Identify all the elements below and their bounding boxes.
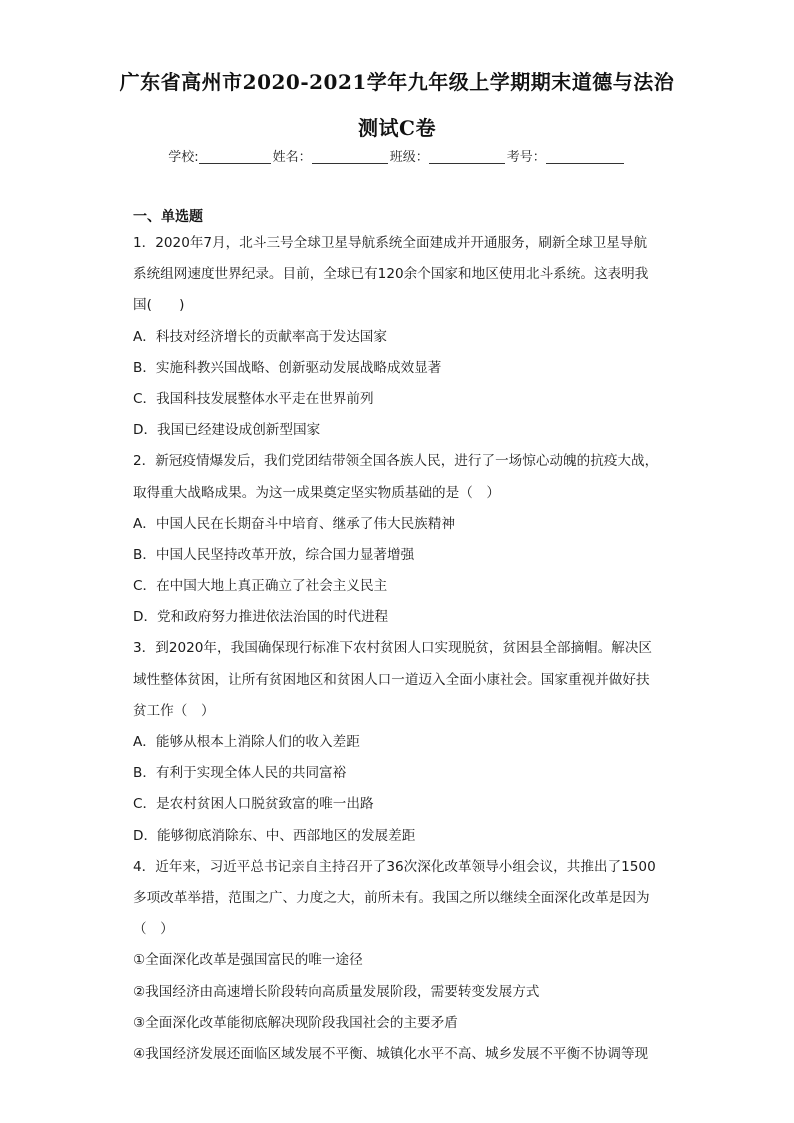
q3-option-a: A．能够从根本上消除人们的收入差距 [133,734,360,750]
name-field [273,146,390,165]
q1-option-d: D．我国已经建设成创新型国家 [133,422,321,439]
q4-statement-4: ④我国经济发展还面临区域发展不平衡、城镇化水平不高、城乡发展不平衡不协调等现 [133,1045,649,1062]
class-blank[interactable] [429,149,505,164]
school-field [168,146,272,165]
exam-title-line-1: 广东省高州市2020-2021学年九年级上学期期末道德与法治 [119,70,675,94]
q2-option-b: B．中国人民坚持改革开放，综合国力显著增强 [133,546,415,563]
q4-statement-1: ①全面深化改革是强国富民的唯一途径 [133,952,363,969]
exam-no-blank[interactable] [546,149,624,164]
q4-stem-line: 多项改革举措，范围之广、力度之大，前所未有。我国之所以继续全面深化改革是因为 [133,889,650,906]
q1-option-b: B．实施科教兴国战略、创新驱动发展战略成效显著 [133,359,442,376]
name-blank[interactable] [312,149,388,164]
q3-option-d: D．能够彻底消除东、中、西部地区的发展差距 [133,827,416,844]
q1-option-c: C．我国科技发展整体水平走在世界前列 [133,390,374,407]
q3-stem-line: 贫工作（ ） [133,702,215,719]
q1-option-a: A．科技对经济增长的贡献率高于发达国家 [133,328,387,345]
q3-option-c: C．是农村贫困人口脱贫致富的唯一出路 [133,796,374,813]
class-label: 班级： [389,150,429,165]
q4-stem-line: （ ） [133,921,174,938]
name-label: 姓名： [272,150,312,165]
q2-option-c: C．在中国大地上真正确立了社会主义民主 [133,578,388,595]
class-field [390,146,507,165]
q2-option-d: D．党和政府努力推进依法治国的时代进程 [133,609,389,626]
q1-stem-line: 1．2020年7月，北斗三号全球卫星导航系统全面建成并开通服务，刷新全球卫星导航 [133,235,648,251]
student-info-row [0,146,794,165]
q3-stem-line: 3．到2020年，我国确保现行标准下农村贫困人口实现脱贫，贫困县全部摘帽。解决区 [133,640,653,657]
q2-stem-line: 取得重大战略成果。为这一成果奠定坚实物质基础的是（ ） [133,484,501,501]
school-blank[interactable] [199,149,271,164]
exam-no-label: 考号： [506,150,546,165]
section-title: 一、单选题 [133,209,203,225]
question-list [133,228,663,1070]
school-label: 学校: [168,150,199,165]
q3-stem-line: 域性整体贫困，让所有贫困地区和贫困人口一道迈入全面小康社会。国家重视并做好扶 [133,671,650,688]
exam-title-line-2: 测试C卷 [358,116,436,140]
q3-option-b: B．有利于实现全体人民的共同富裕 [133,765,347,782]
q2-stem-line: 2．新冠疫情爆发后，我们党团结带领全国各族人民，进行了一场惊心动魄的抗疫大战， [133,453,659,470]
q4-statement-2: ②我国经济由高速增长阶段转向高质量发展阶段，需要转变发展方式 [133,983,540,1000]
q2-option-a: A．中国人民在长期奋斗中培育、继承了伟大民族精神 [133,515,455,532]
exam-no-field [507,146,626,165]
q4-statement-3: ③全面深化改革能彻底解决现阶段我国社会的主要矛盾 [133,1014,458,1031]
q4-stem-line: 4．近年来，习近平总书记亲自主持召开了36次深化改革领导小组会议，共推出了1500 [133,858,656,875]
q1-stem-line: 系统组网速度世界纪录。目前，全球已有120余个国家和地区使用北斗系统。这表明我 [133,266,649,283]
q1-stem-line: 国( ) [133,297,185,314]
